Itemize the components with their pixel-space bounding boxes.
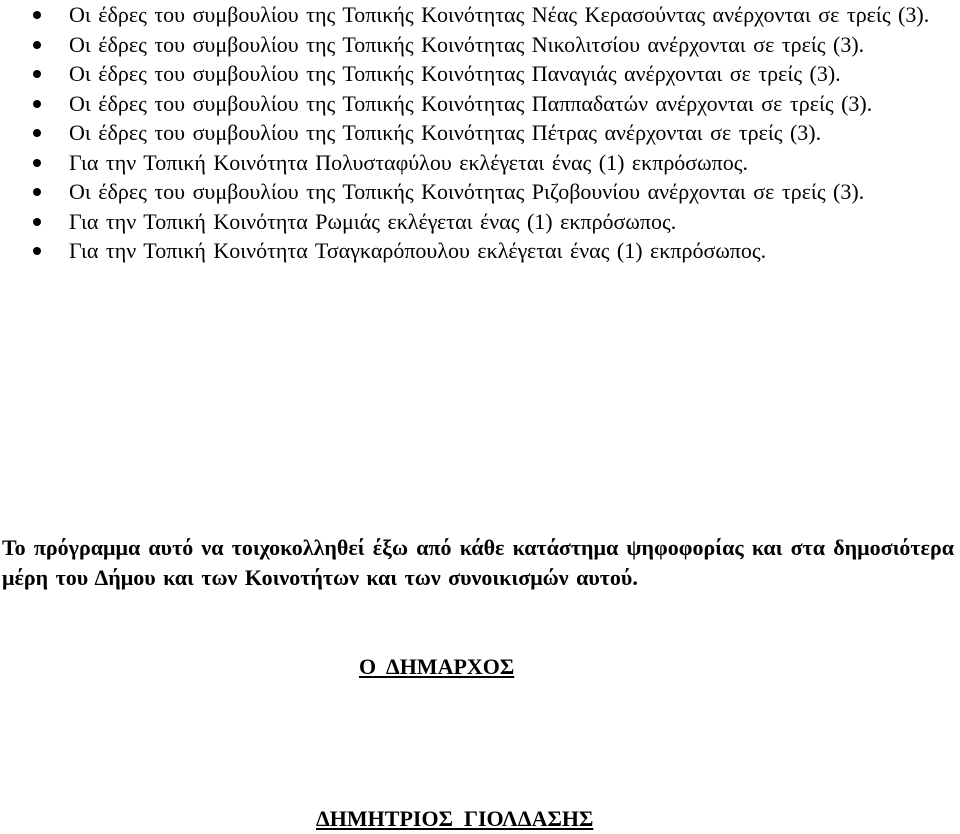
bullet-text: Για την Τοπική Κοινότητα Τσαγκαρόπουλου εκλέγεται ένας (1) εκπρόσωπος. (69, 238, 767, 263)
bullet-icon (33, 41, 41, 49)
list-item (0, 177, 956, 207)
bullet-text: Οι έδρες του συμβουλίου της Τοπικής Κοινότητας Παππαδατών ανέρχονται σε τρείς (3). (69, 90, 873, 116)
list-item (0, 236, 956, 266)
list-item (0, 118, 956, 148)
mayor-name: ΔΗΜΗΤΡΙΟΣ ΓΙΟΛΔΑΣΗΣ (316, 806, 594, 831)
list-item (0, 30, 956, 60)
list-item (0, 0, 956, 30)
bullet-icon (33, 247, 41, 255)
list-item (0, 89, 956, 119)
list-item (0, 59, 956, 89)
closing-paragraph: Το πρόγραμμα αυτό να τοιχοκολληθεί έξω από κάθε κατάστημα ψηφοφορίας και στα δημοσιότερα μέρη του Δήμου και των Κοινοτήτων και των συνοικισμών αυτού. (2, 535, 954, 590)
bullet-text: Για την Τοπική Κοινότητα Πολυσταφύλου εκλέγεται ένας (1) εκπρόσωπος. (69, 149, 748, 175)
bullet-text: Οι έδρες του συμβουλίου της Τοπικής Κοινότητας Νικολιτσίου ανέρχονται σε τρείς (3). (69, 31, 865, 57)
list-item (0, 207, 956, 237)
bullet-text: Για την Τοπική Κοινότητα Ρωμιάς εκλέγεται ένας (1) εκπρόσωπος. (69, 208, 677, 234)
bullet-text: Οι έδρες του συμβουλίου της Τοπικής Κοινότητας Παναγιάς ανέρχονται σε τρείς (3). (69, 61, 841, 86)
bullet-text: Οι έδρες του συμβουλίου της Τοπικής Κοινότητας Νέας Κερασούντας ανέρχονται σε τρείς (3). (69, 2, 930, 27)
list-item (0, 148, 956, 178)
bullet-icon (33, 129, 41, 137)
bullet-icon (33, 100, 41, 108)
mayor-title: Ο ΔΗΜΑΡΧΟΣ (359, 654, 515, 679)
bullet-icon (33, 159, 41, 167)
bullet-list (0, 0, 956, 266)
bullet-text: Οι έδρες του συμβουλίου της Τοπικής Κοινότητας Ριζοβουνίου ανέρχονται σε τρείς (3). (69, 179, 865, 204)
bullet-icon (33, 218, 41, 226)
bullet-icon (33, 188, 41, 196)
bullet-text: Οι έδρες του συμβουλίου της Τοπικής Κοινότητας Πέτρας ανέρχονται σε τρείς (3). (69, 120, 822, 145)
bullet-icon (33, 11, 41, 19)
bullet-icon (33, 70, 41, 78)
